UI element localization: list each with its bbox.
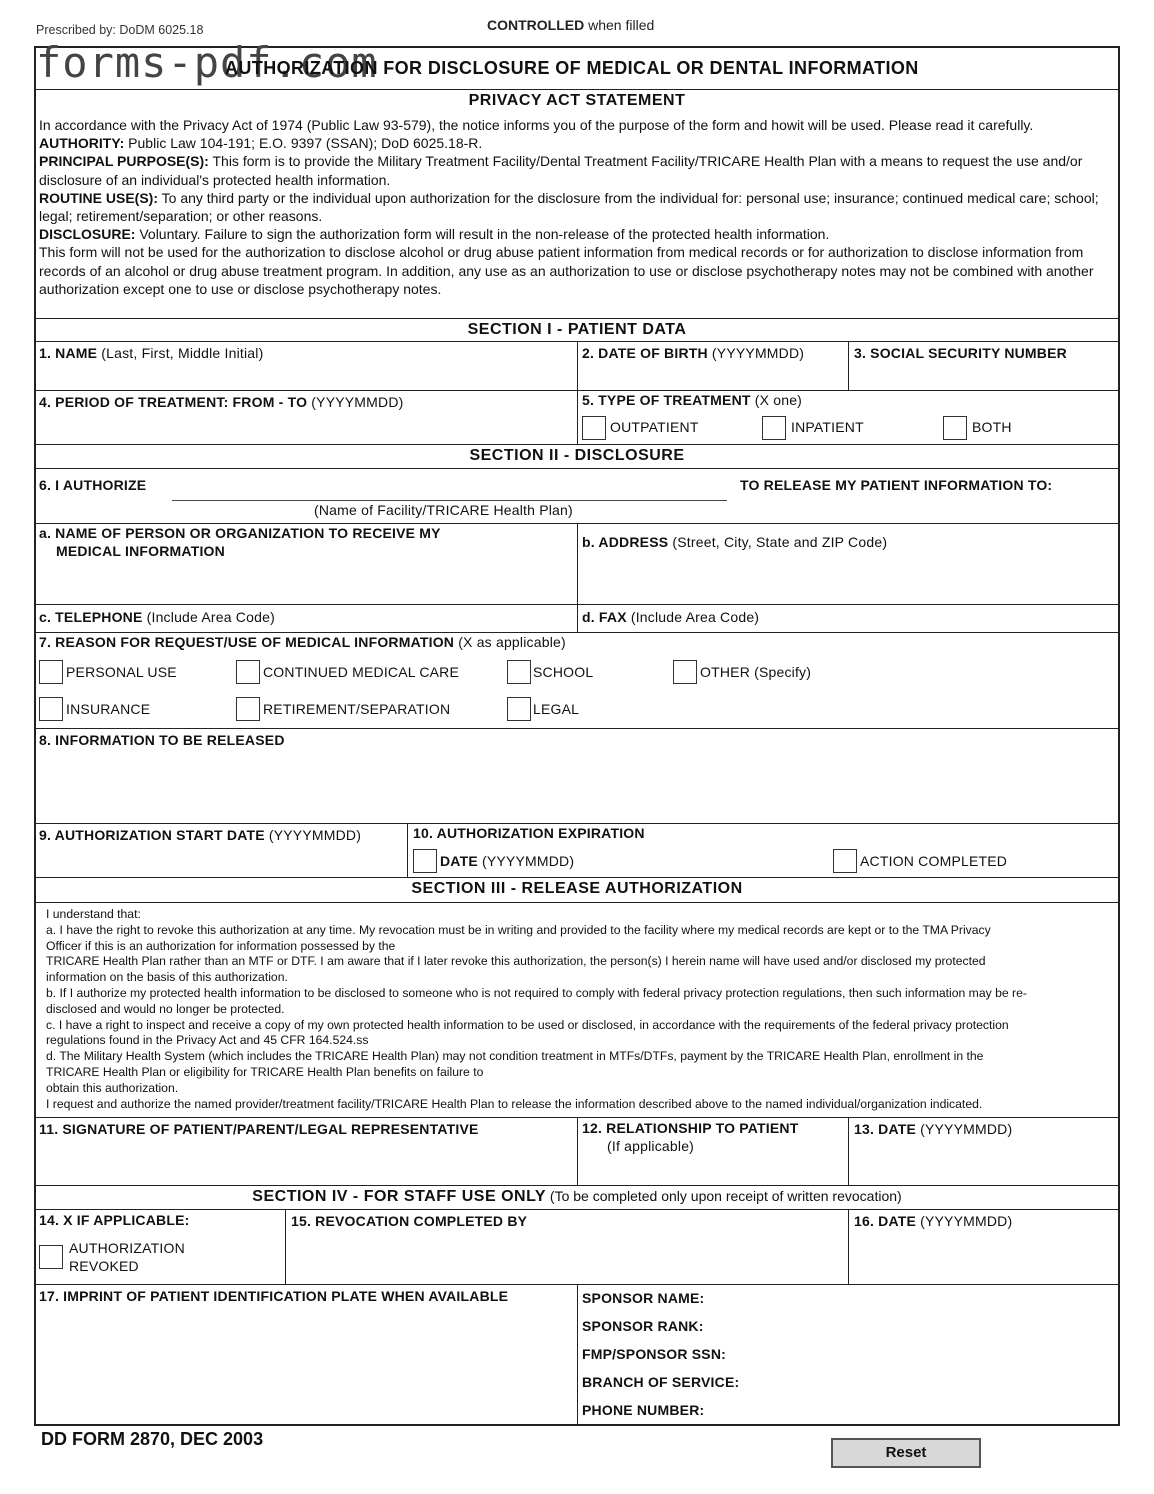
divider	[34, 1209, 1120, 1210]
address-label: b. ADDRESS	[582, 534, 669, 550]
expiration-date-label	[440, 853, 574, 869]
revocation-date-field[interactable]	[854, 1213, 1012, 1229]
controlled-label: CONTROLLED	[487, 17, 585, 33]
purpose-text: This form is to provide the Military Treatment Facility/Dental Treatment Facility/TRICARE Health Plan with a means to request the use and/or disclosure of an individual's protected health information.	[39, 153, 1083, 188]
authority-paragraph	[39, 134, 1111, 152]
school-checkbox[interactable]	[507, 660, 531, 684]
routine-paragraph	[39, 189, 1111, 225]
divider	[34, 902, 1120, 903]
divider	[34, 468, 1120, 469]
type-hint: (X one)	[750, 392, 803, 408]
controlled-notice	[487, 17, 654, 33]
address-field[interactable]	[582, 534, 887, 550]
reason-label: 7. REASON FOR REQUEST/USE OF MEDICAL INFORMATION	[39, 634, 455, 650]
treatment-type-label	[582, 392, 802, 408]
release-line: a. I have the right to revoke this authorization at any time. My revocation must be in writing and provided to the facility where my medical records are kept or to the TMA Privacy	[46, 922, 991, 937]
release-line: d. The Military Health System (which includes the TRICARE Health Plan) may not condition treatment in MTFs/DTFs, payment by the TRICARE Health Plan, enrollment in the	[46, 1049, 984, 1064]
release-terms	[46, 907, 1112, 1112]
name-label: 1. NAME	[39, 345, 98, 361]
personal-use-label: PERSONAL USE	[66, 664, 177, 680]
continued-care-checkbox[interactable]	[236, 660, 260, 684]
routine-text: To any third party or the individual upon authorization for the disclosure from the individual for: personal use; insurance; continued medical care; school; legal; retirement/separation; or other reasons.	[39, 189, 1099, 225]
reason-hint: (X as applicable)	[454, 634, 566, 650]
release-to-label: TO RELEASE MY PATIENT INFORMATION TO:	[740, 477, 1053, 493]
imprint-field[interactable]: 17. IMPRINT OF PATIENT IDENTIFICATION PLATE WHEN AVAILABLE	[39, 1288, 509, 1304]
watermark: forms-pdf.com	[36, 38, 378, 87]
divider	[577, 1117, 578, 1185]
disclosure-paragraph	[39, 225, 1111, 243]
ssn-field[interactable]: 3. SOCIAL SECURITY NUMBER	[854, 345, 1067, 361]
other-label: OTHER (Specify)	[700, 664, 812, 680]
both-label: BOTH	[972, 419, 1012, 435]
release-line: regulations found in the Privacy Act and 45 CFR 164.524.ss	[46, 1033, 369, 1048]
expiration-label: 10. AUTHORIZATION EXPIRATION	[413, 825, 645, 841]
dob-label: 2. DATE OF BIRTH	[582, 345, 708, 361]
dob-hint: (YYYYMMDD)	[707, 345, 805, 361]
prescribed-by: Prescribed by: DoDM 6025.18	[36, 23, 204, 37]
divider	[34, 318, 1120, 319]
section-4-title: SECTION IV - FOR STAFF USE ONLY	[252, 1188, 547, 1205]
privacy-intro: In accordance with the Privacy Act of 1974 (Public Law 93-579), the notice informs you of the purpose of the form and howit will be used. Please read it carefully.	[39, 117, 1034, 133]
recipient-name-label-2: MEDICAL INFORMATION	[56, 543, 225, 559]
authority-text: Public Law 104-191; E.O. 9397 (SSAN); DoD 6025.18-R.	[124, 135, 483, 152]
purpose-paragraph	[39, 152, 1111, 188]
start-date-hint: (YYYYMMDD)	[264, 827, 362, 843]
privacy-statement	[39, 116, 1111, 298]
facility-hint: (Name of Facility/TRICARE Health Plan)	[314, 502, 573, 518]
divider	[34, 632, 1120, 633]
release-line: TRICARE Health Plan or eligibility for TRICARE Health Plan benefits on failure to	[46, 1064, 484, 1079]
revocation-date-hint: (YYYYMMDD)	[916, 1213, 1013, 1229]
divider	[577, 341, 578, 444]
continued-care-label: CONTINUED MEDICAL CARE	[263, 664, 460, 680]
start-date-label: 9. AUTHORIZATION START DATE	[39, 827, 265, 843]
form-id: DD FORM 2870, DEC 2003	[41, 1429, 264, 1449]
divider	[577, 1284, 578, 1424]
release-line: b. If I authorize my protected health information to be disclosed to someone who is not required to comply with federal privacy protection regulations, then such information may be re-	[46, 985, 1027, 1000]
divider	[848, 1117, 849, 1185]
exp-date-hint: (YYYYMMDD)	[477, 853, 575, 869]
name-hint: (Last, First, Middle Initial)	[97, 345, 264, 361]
section-3-heading: SECTION III - RELEASE AUTHORIZATION	[411, 880, 743, 897]
divider	[285, 1209, 286, 1284]
type-label: 5. TYPE OF TREATMENT	[582, 392, 751, 408]
divider	[848, 341, 849, 390]
expiration-date-checkbox[interactable]	[413, 849, 437, 873]
revoked-label-1: AUTHORIZATION	[69, 1240, 185, 1256]
branch-of-service-label: BRANCH OF SERVICE:	[582, 1374, 740, 1390]
release-line: c. I have a right to inspect and receive a copy of my own protected health information to be used or disclosed, in accordance with the requirements of the federal privacy protection	[46, 1017, 1009, 1032]
info-to-release-field[interactable]: 8. INFORMATION TO BE RELEASED	[39, 732, 285, 748]
release-line: I request and authorize the named provider/treatment facility/TRICARE Health Plan to release the information described above to the named individual/organization indicated.	[46, 1096, 983, 1111]
reset-button[interactable]: Reset	[831, 1438, 981, 1468]
purpose-label: PRINCIPAL PURPOSE(S):	[39, 153, 209, 170]
fax-label: d. FAX	[582, 609, 627, 625]
fax-field[interactable]	[582, 609, 759, 625]
section-4-hint: (To be completed only upon receipt of written revocation)	[546, 1188, 902, 1204]
recipient-name-label-1: a. NAME OF PERSON OR ORGANIZATION TO RECEIVE MY	[39, 525, 441, 541]
disclosure-text: Voluntary. Failure to sign the authorization form will result in the non-release of the protected health information.	[135, 226, 830, 243]
divider	[848, 1209, 849, 1284]
authorization-revoked-checkbox[interactable]	[39, 1245, 63, 1269]
sponsor-name-label: SPONSOR NAME:	[582, 1290, 705, 1306]
personal-use-checkbox[interactable]	[39, 660, 63, 684]
revoked-label-2: REVOKED	[69, 1258, 139, 1274]
controlled-rest: when filled	[584, 17, 655, 33]
dob-field[interactable]	[582, 345, 804, 361]
fax-hint: (Include Area Code)	[626, 609, 760, 625]
signature-date-hint: (YYYYMMDD)	[916, 1121, 1013, 1137]
telephone-hint: (Include Area Code)	[142, 609, 275, 625]
form-title: AUTHORIZATION FOR DISCLOSURE OF MEDICAL OR DENTAL INFORMATION	[225, 58, 919, 78]
relationship-hint: (If applicable)	[607, 1138, 695, 1154]
insurance-checkbox[interactable]	[39, 697, 63, 721]
authorize-label: 6. I AUTHORIZE	[39, 477, 147, 493]
release-line: TRICARE Health Plan rather than an MTF or DTF. I am aware that if I later revoke this authorization, the person(s) I herein name will have used and/or disclosed my protected	[46, 954, 986, 969]
sponsor-rank-label: SPONSOR RANK:	[582, 1318, 704, 1334]
outpatient-checkbox[interactable]	[582, 416, 606, 440]
signature-date-label: 13. DATE	[854, 1121, 917, 1137]
inpatient-label: INPATIENT	[791, 419, 864, 435]
divider	[407, 823, 408, 877]
retirement-label: RETIREMENT/SEPARATION	[263, 701, 451, 717]
release-line: Officer if this is an authorization for information possessed by the	[46, 938, 396, 953]
insurance-label: INSURANCE	[66, 701, 151, 717]
legal-label: LEGAL	[533, 701, 580, 717]
revocation-completed-field[interactable]: 15. REVOCATION COMPLETED BY	[291, 1213, 528, 1229]
address-hint: (Street, City, State and ZIP Code)	[668, 534, 888, 550]
release-line: I understand that:	[46, 907, 141, 921]
legal-checkbox[interactable]	[507, 697, 531, 721]
school-label: SCHOOL	[533, 664, 594, 680]
name-field[interactable]	[39, 345, 263, 361]
action-completed-label: ACTION COMPLETED	[860, 853, 1008, 869]
inpatient-checkbox[interactable]	[762, 416, 786, 440]
outpatient-label: OUTPATIENT	[610, 419, 699, 435]
privacy-heading: PRIVACY ACT STATEMENT	[468, 92, 686, 109]
start-date-field[interactable]	[39, 827, 361, 843]
divider	[34, 823, 1120, 824]
x-if-applicable-label: 14. X IF APPLICABLE:	[39, 1212, 190, 1228]
divider	[34, 877, 1120, 878]
divider	[34, 728, 1120, 729]
period-label: 4. PERIOD OF TREATMENT: FROM - TO	[39, 394, 308, 410]
signature-field[interactable]: 11. SIGNATURE OF PATIENT/PARENT/LEGAL REPRESENTATIVE	[39, 1121, 479, 1137]
facility-input-line[interactable]	[172, 500, 727, 501]
telephone-label: c. TELEPHONE	[39, 609, 143, 625]
release-line: information on the basis of this authorization.	[46, 970, 288, 985]
revocation-date-label: 16. DATE	[854, 1213, 917, 1229]
section-1-heading: SECTION I - PATIENT DATA	[467, 321, 687, 338]
other-checkbox[interactable]	[673, 660, 697, 684]
divider	[34, 444, 1120, 445]
retirement-checkbox[interactable]	[236, 697, 260, 721]
divider	[34, 89, 1120, 90]
privacy-closing: This form will not be used for the authorization to disclose alcohol or drug abuse patient information from medical records or for authorization to disclose information from records of an alcohol or drug abuse treatment program. In addition, any use as an authorization to use or disclose psychotherapy notes may not be combined with another authorization except one to use or disclose psychotherapy notes.	[39, 244, 1094, 297]
period-field[interactable]	[39, 394, 404, 410]
signature-date-field[interactable]	[854, 1121, 1012, 1137]
section-4-heading	[34, 1188, 1120, 1206]
sponsor-ssn-label: FMP/SPONSOR SSN:	[582, 1346, 726, 1362]
disclosure-label: DISCLOSURE:	[39, 226, 136, 243]
release-line: obtain this authorization.	[46, 1080, 179, 1095]
period-hint: (YYYYMMDD)	[307, 394, 404, 410]
authority-label: AUTHORITY:	[39, 135, 125, 152]
divider	[577, 523, 578, 632]
reason-heading	[39, 634, 566, 650]
relationship-field[interactable]: 12. RELATIONSHIP TO PATIENT	[582, 1120, 799, 1136]
action-completed-checkbox[interactable]	[833, 849, 857, 873]
divider	[34, 1185, 1120, 1186]
telephone-field[interactable]	[39, 609, 275, 625]
release-line: disclosed and would no longer be protected.	[46, 1001, 285, 1016]
phone-number-label: PHONE NUMBER:	[582, 1402, 705, 1418]
both-checkbox[interactable]	[943, 416, 967, 440]
exp-date-label: DATE	[440, 853, 478, 869]
routine-label: ROUTINE USE(S):	[39, 189, 158, 206]
section-2-heading: SECTION II - DISCLOSURE	[469, 447, 685, 464]
